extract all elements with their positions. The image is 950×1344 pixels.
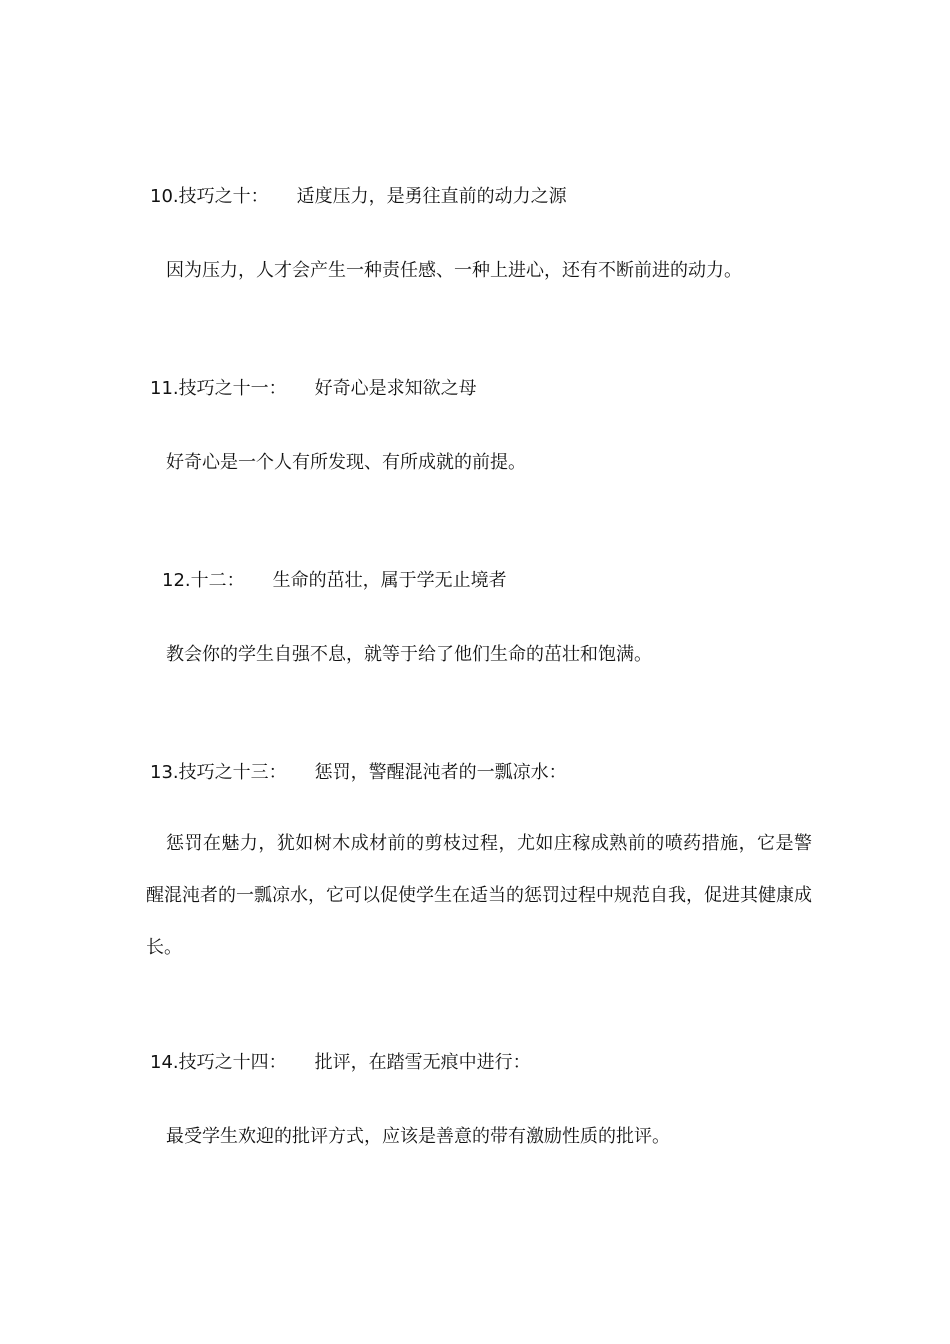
- section-11-heading-title: 好奇心是求知欲之母: [314, 378, 477, 399]
- section-14-heading-label: 14.技巧之十四：: [150, 1052, 287, 1073]
- section-10-body: 因为压力，人才会产生一种责任感、一种上进心，还有不断前进的动力。: [166, 260, 742, 281]
- section-13-heading: [150, 760, 567, 786]
- section-12-heading-title: 生命的茁壮，属于学无止境者: [272, 570, 507, 591]
- section-12-heading: [162, 568, 507, 594]
- section-11-heading-label: 11.技巧之十一：: [150, 378, 287, 399]
- section-11-body: 好奇心是一个人有所发现、有所成就的前提。: [166, 452, 526, 473]
- section-10-heading-title: 适度压力，是勇往直前的动力之源: [296, 186, 567, 207]
- section-12-heading-label: 12.十二：: [162, 570, 245, 591]
- section-14-body: 最受学生欢迎的批评方式，应该是善意的带有激励性质的批评。: [166, 1126, 670, 1147]
- section-12-body: 教会你的学生自强不息，就等于给了他们生命的茁壮和饱满。: [166, 644, 652, 665]
- section-13-body: 惩罚在魅力，犹如树木成材前的剪枝过程，尤如庄稼成熟前的喷药措施，它是警醒混沌者的一瓢凉水，它可以促使学生在适当的惩罚过程中规范自我，促进其健康成长。: [146, 833, 812, 958]
- section-13-heading-title: 惩罚，警醒混沌者的一瓢凉水：: [314, 762, 567, 783]
- section-14-heading-title: 批评，在踏雪无痕中进行：: [314, 1052, 531, 1073]
- section-14-heading: [150, 1050, 531, 1076]
- section-11-heading: [150, 376, 477, 402]
- section-10-heading-label: 10.技巧之十：: [150, 186, 269, 207]
- section-13-heading-label: 13.技巧之十三：: [150, 762, 287, 783]
- section-10-heading: [150, 184, 567, 210]
